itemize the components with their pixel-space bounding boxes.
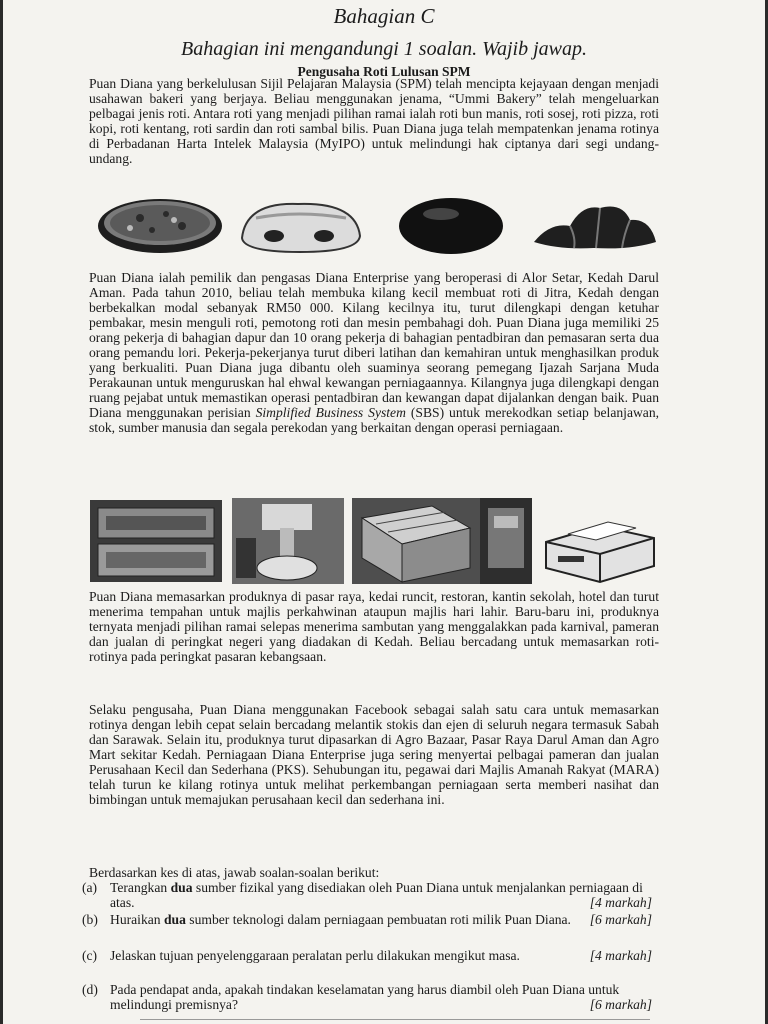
question-text-post: sumber teknologi dalam perniagaan pembuatan roti milik Puan Diana.	[185, 912, 571, 927]
question-text	[110, 948, 652, 963]
article-title: Pengusaha Roti Lulusan SPM	[297, 64, 471, 79]
paragraph-2-text: Puan Diana ialah pemilik dan pengasas Diana Enterprise yang beroperasi di Alor Setar, Kedah Darul Aman. Pada tahun 2010, beliau telah membuka kilang kecil membuat roti di Jitra, Kedah dengan berbekalkan modal sebanyak RM50 000. Kilang kecilnya itu, turut dilengkapi dengan ketuhar pembakar, mesin menguli roti, pemotong roti dan mesin pembahagi doh. Puan Diana juga memiliki 25 orang pekerja di bahagian dapur dan 10 orang pekerja di bahagian pentadbiran dan pemasaran serta dua orang pemandu lori. Pekerja-pekerjanya turut diberi latihan dan kemahiran untuk menghasilkan produk yang berkualiti. Puan Diana juga dibantu oleh suaminya seorang pemegang Ijazah Sarjana Muda Perakaunan untuk menguruskan hal ehwal kewangan perniagaannya. Kilangnya juga dilengkapi dengan ruang pejabat untuk memastikan operasi pentadbiran dan kewangan dapat dijalankan dengan baik. Puan Diana menggunakan perisian	[89, 270, 659, 420]
dough-divider-image	[480, 498, 532, 584]
paragraph-4: Selaku pengusaha, Puan Diana menggunakan Facebook sebagai salah satu cara untuk memasarkan rotinya dengan lebih cepat selain bercadang melantik stokis dan ejen di seluruh negara termasuk Sabah dan Sarawak. Selain itu, produknya turut dipasarkan di Agro Bazaar, Pasar Raya Darul Aman dan Agro Mart sekitar Kedah. Perniagaan Diana Enterprise juga sering menyertai pelbagai pameran dan jualan Perusahaan Kecil dan Sederhana (PKS). Sehubungan itu, pegawai dari Majlis Amanah Rakyat (MARA) telah turun ke kilang rotinya untuk melihat perkembangan perniagaan serta memberi nasihat dan bimbingan untuk memajukan perusahaan kecil dan sederhana ini.	[89, 702, 659, 807]
question-marks: [6 markah]	[589, 997, 652, 1012]
machine-image-row	[0, 498, 768, 586]
question-label: (a)	[82, 880, 98, 895]
question-label: (c)	[82, 948, 98, 963]
question-marks: [4 markah]	[589, 948, 652, 963]
question-text-post: sumber fizikal yang disediakan oleh Puan Diana untuk menjalankan perniagaan di atas.	[110, 880, 643, 910]
question-text	[110, 912, 652, 927]
paragraph-2	[89, 270, 659, 435]
software-name: Simplified Business System	[255, 405, 406, 420]
bread-image-row	[0, 190, 768, 260]
question-label: (d)	[82, 982, 98, 997]
question-c	[82, 948, 652, 963]
instruction: Bahagian ini mengandungi 1 soalan. Wajib jawap.	[181, 38, 587, 60]
scan-bottom-line	[140, 1019, 650, 1020]
question-b	[82, 912, 652, 927]
oven-image	[88, 498, 224, 584]
sausage-bun-image	[236, 196, 366, 256]
question-emphasis: dua	[170, 880, 193, 895]
paragraph-1: Puan Diana yang berkelulusan Sijil Pelajaran Malaysia (SPM) telah mencipta kejayaan dengan menjadi usahawan bakeri yang berjaya. Beliau menggunakan jenama, “Ummi Bakery” telah mengeluarkan pelbagai jenis roti. Antara roti yang menjadi pilihan ramai ialah roti bun manis, roti sosej, roti pizza, roti kopi, roti kentang, roti sardin dan roti sambal bilis. Puan Diana juga telah mempatenkan jenama rotinya di Perbadanan Harta Intelek Malaysia (MyIPO) untuk melindungi hak ciptanya dari segi undang-undang.	[89, 76, 659, 166]
question-text-pre: Huraikan	[110, 912, 164, 927]
question-text	[110, 880, 652, 910]
question-a	[82, 880, 652, 910]
question-marks: [6 markah]	[589, 912, 652, 927]
paragraph-2-tail: (SBS) untuk merekodkan setiap belanjawan, stok, sumber manusia dan segala perekodan yang berkaitan dengan operasi perniagaan.	[89, 405, 660, 435]
question-d	[82, 982, 652, 1012]
question-text-pre: Terangkan	[110, 880, 171, 895]
paragraph-3: Puan Diana memasarkan produknya di pasar raya, kedai runcit, restoran, kantin sekolah, hotel dan turut menerima tempahan untuk majlis perkahwinan ataupun majlis hari lahir. Baru-baru ini, produknya ternyata menjadi pilihan ramai selepas menerima sambutan yang menggalakkan pada karnival, pameran dan jualan di peringkat negeri yang diadakan di Kedah. Beliau bercadang untuk memasarkan roti-rotinya pada peringkat pasaran kebangsaan.	[89, 589, 659, 664]
question-label: (b)	[82, 912, 98, 927]
question-text	[110, 982, 652, 1012]
question-marks: [4 markah]	[589, 895, 652, 910]
question-text-pre: Jelaskan tujuan penyelenggaraan peralatan perlu dilakukan mengikut masa.	[110, 948, 520, 963]
croissant-image	[530, 198, 660, 254]
bread-slicer-image	[352, 498, 480, 584]
round-bun-image	[396, 194, 506, 256]
question-emphasis: dua	[163, 912, 186, 927]
section-title: Bahagian C	[333, 4, 435, 28]
questions-prompt: Berdasarkan kes di atas, jawab soalan-soalan berikut:	[89, 865, 380, 880]
printer-image	[538, 508, 660, 584]
question-text-pre: Pada pendapat anda, apakah tindakan keselamatan yang harus diambil oleh Puan Diana untuk melindungi premisnya?	[110, 982, 620, 1012]
pizza-image	[96, 190, 224, 256]
dough-mixer-image	[232, 498, 344, 584]
